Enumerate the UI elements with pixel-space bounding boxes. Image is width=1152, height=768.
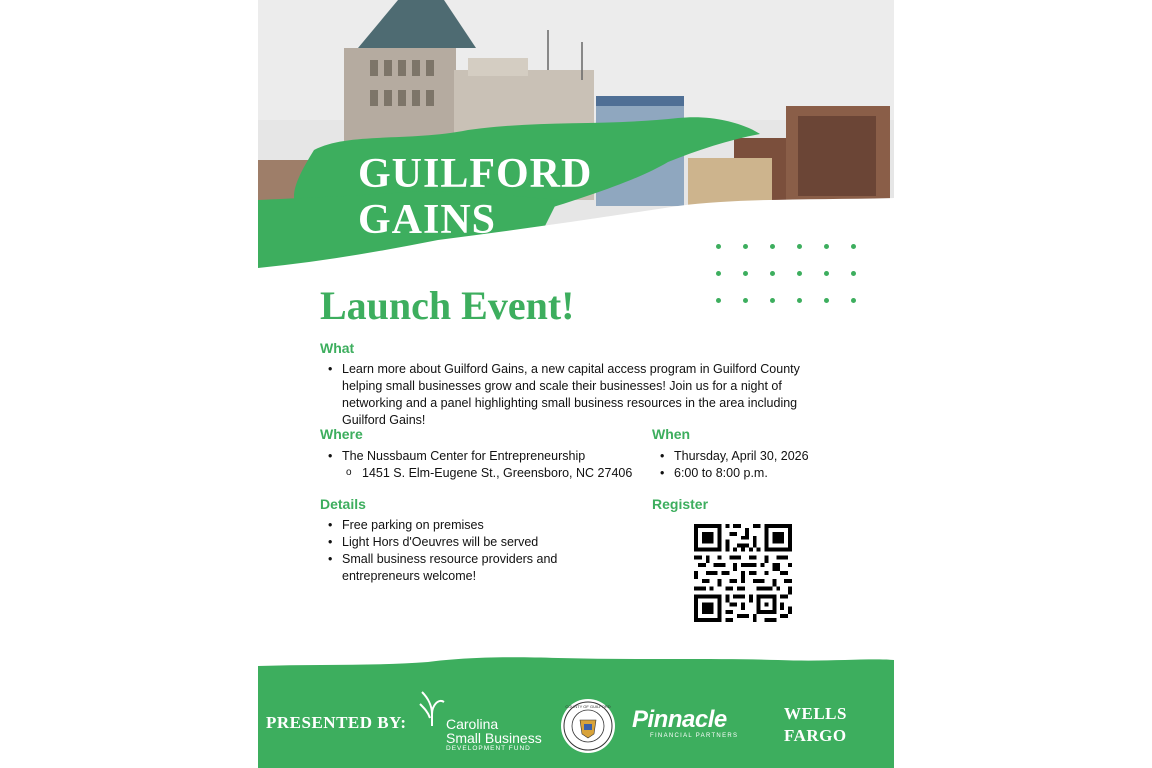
when-date: • Thursday, April 30, 2026 bbox=[654, 448, 854, 465]
details-item: • Free parking on premises bbox=[322, 517, 572, 534]
csbdf-line2: Small Business bbox=[446, 730, 542, 746]
when-heading: When bbox=[652, 426, 691, 442]
banner-title-line2: GAINS bbox=[358, 197, 497, 243]
skyline-photo bbox=[258, 0, 894, 280]
register-qr-code[interactable] bbox=[694, 524, 792, 622]
what-item: • Learn more about Guilford Gains, a new capital access program in Guilford County helping small businesses grow and scale their businesses! Join us for a night of networking and a panel highlighting small business resources in the area including Guilford Gains! bbox=[322, 361, 842, 429]
details-heading: Details bbox=[320, 496, 366, 512]
pinnacle-subtitle: FINANCIAL PARTNERS bbox=[650, 733, 739, 739]
wells-fargo-logo-line2: FARGO bbox=[784, 726, 847, 745]
banner-title-line1: GUILFORD bbox=[358, 151, 593, 197]
event-headline: Launch Event! bbox=[320, 283, 575, 328]
when-time: • 6:00 to 8:00 p.m. bbox=[654, 465, 854, 482]
where-heading: Where bbox=[320, 426, 363, 442]
csbdf-line3: DEVELOPMENT FUND bbox=[446, 745, 531, 752]
register-heading: Register bbox=[652, 496, 709, 512]
wells-fargo-logo-line1: WELLS bbox=[784, 704, 847, 723]
what-list bbox=[322, 361, 842, 429]
where-sublist bbox=[322, 465, 662, 482]
leaf-icon bbox=[418, 688, 448, 728]
decorative-dot-grid bbox=[716, 244, 862, 308]
details-item: • Light Hors d'Oeuvres will be served bbox=[322, 534, 572, 551]
pinnacle-logo: Pinnacle bbox=[632, 706, 727, 733]
svg-text:COUNTY OF GUILFORD: COUNTY OF GUILFORD bbox=[565, 704, 611, 709]
details-list bbox=[322, 517, 572, 585]
where-address: o 1451 S. Elm-Eugene St., Greensboro, NC 27406 bbox=[322, 465, 662, 482]
presented-by-label: PRESENTED BY: bbox=[266, 713, 407, 732]
flyer bbox=[258, 0, 894, 768]
where-venue: • The Nussbaum Center for Entrepreneurship bbox=[322, 448, 642, 465]
where-list bbox=[322, 448, 642, 465]
what-heading: What bbox=[320, 340, 355, 356]
csbdf-logo bbox=[418, 688, 548, 758]
guilford-county-seal-icon bbox=[560, 698, 616, 754]
details-item: • Small business resource providers and entrepreneurs welcome! bbox=[322, 551, 572, 585]
csbdf-line1: Carolina bbox=[446, 716, 499, 732]
when-list bbox=[654, 448, 854, 482]
